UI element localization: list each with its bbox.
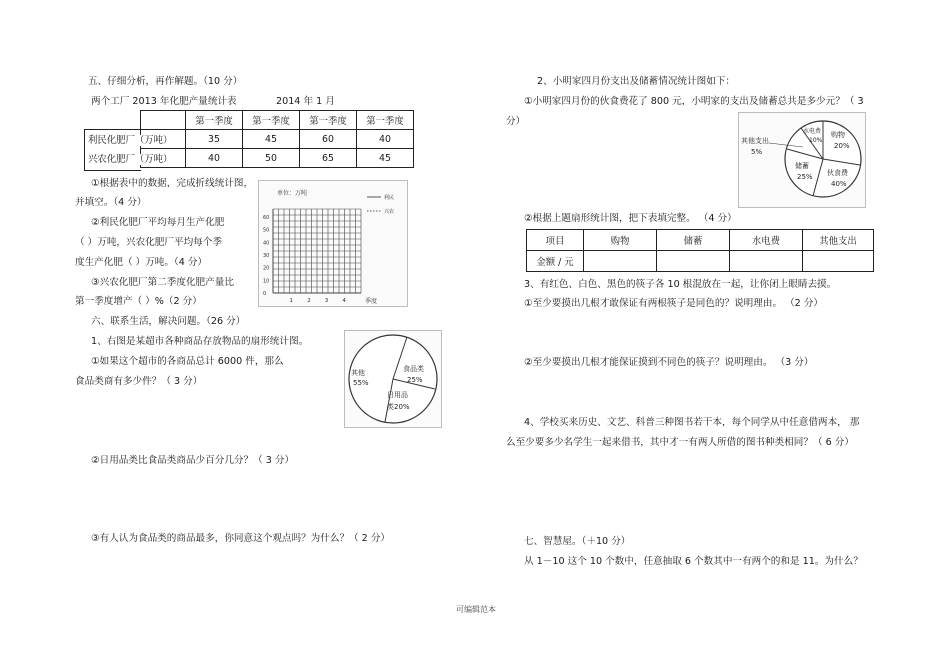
chart-grid-lines: [273, 209, 361, 293]
table-cell: 40: [186, 149, 243, 168]
table-cell: 60: [300, 130, 357, 149]
expense-table-header: [527, 230, 874, 251]
row-label-text: 兴农化肥厂（万吨）: [88, 154, 173, 165]
legend-label: 兴农: [384, 209, 395, 215]
pie-chart-spending: [738, 112, 866, 208]
chart-y-ticks: [263, 215, 269, 297]
pie-pct-food: 25%: [407, 376, 423, 384]
expense-table: [526, 229, 874, 272]
x-tick-label: 2: [307, 298, 311, 304]
production-table: [88, 110, 414, 168]
x-axis-label: 季度: [365, 298, 378, 305]
pie-label-savings: 储蓄: [795, 162, 809, 170]
table-cell: 45: [243, 130, 300, 149]
header-cell: [141, 111, 186, 130]
footer-note: 可编辑范本: [456, 605, 496, 614]
section-6-title: 六、联系生活，解决问题。（26 分）: [91, 316, 246, 327]
problem-1-q3: ③有人认为食品类的商品最多，你同意这个观点吗？为什么？（ 2 分）: [91, 533, 391, 544]
header-cell: 水电费: [730, 230, 803, 251]
table-row: [527, 251, 874, 272]
q2-2: ②根据上题扇形统计图，把下表填完整。 （4 分）: [524, 213, 737, 224]
header-cell: 第一季度: [243, 111, 300, 130]
header-cell: 其他支出: [803, 230, 874, 251]
row-label: [88, 130, 186, 149]
chart-x-ticks: [290, 298, 347, 304]
pie-label-food: 食品类: [403, 365, 424, 373]
pie-pct-other: 55%: [353, 379, 369, 387]
row-label: [88, 149, 186, 168]
table-cell: 50: [243, 149, 300, 168]
table-caption: 两个工厂 2013 年化肥产量统计表: [91, 96, 237, 107]
answer-cell[interactable]: [584, 251, 657, 272]
header-cell: 第一季度: [186, 111, 243, 130]
pie-chart-goods-svg: [345, 331, 441, 427]
table-cell: 65: [300, 149, 357, 168]
production-table-header: [141, 111, 414, 130]
problem-1: 1、右图是某超市各种商品存放物品的扇形统计图。: [91, 336, 309, 347]
pie-pct-food: 40%: [831, 180, 847, 188]
pie-label-other: 其他: [351, 369, 365, 377]
q4-line-a: 4、学校买来历史、文艺、科普三种图书若干本，每个同学从中任意借两本， 那: [524, 417, 860, 428]
answer-cell[interactable]: [803, 251, 874, 272]
row-label: 金额 / 元: [527, 251, 584, 272]
pie-pct-other-spend: 5%: [751, 148, 763, 156]
q2-1-line-b: 分）: [506, 116, 526, 127]
answer-cell[interactable]: [730, 251, 803, 272]
q2-line-c: 度生产化肥（ ）万吨。（4 分）: [75, 257, 208, 268]
pie-pct-savings: 25%: [797, 173, 813, 181]
header-cell: 第一季度: [300, 111, 357, 130]
pie-pct-daily: 类20%: [387, 403, 410, 411]
row-label-frame: [84, 129, 141, 171]
problem-1-q1-a: ①如果这个超市的各商品总计 6000 件，那么: [91, 356, 284, 367]
q4-line-b: 么至少要多少名学生一起来借书，其中才一有两人所借的图书种类相同？（ 6 分）: [506, 437, 854, 448]
x-tick-label: 4: [342, 298, 346, 304]
q1-line-b: 并填空。（4 分）: [75, 197, 147, 208]
line-chart-grid: [259, 181, 407, 306]
answer-cell[interactable]: [657, 251, 730, 272]
pie-label-utilities: 水电费: [803, 128, 822, 135]
header-cell: 第一季度: [357, 111, 414, 130]
header-cell: 储蓄: [657, 230, 730, 251]
y-tick-label: 50: [263, 227, 270, 234]
y-tick-label: 0: [263, 291, 267, 297]
q2-line-a: ②利民化肥厂平均每月生产化肥: [91, 217, 225, 228]
table-row: [141, 130, 414, 149]
q3-1: ①至少要摸出几根才敢保证有两根筷子是同色的？说明理由。 （2 分）: [524, 298, 824, 309]
table-cell: 40: [357, 130, 414, 149]
section-7-title: 七、智慧屋。（＋10 分）: [524, 536, 631, 547]
pie-chart-goods: [344, 330, 442, 428]
pie-pct-shopping: 20%: [834, 142, 850, 150]
q2-line-b: （ ）万吨，兴农化肥厂平均每个季: [75, 237, 222, 248]
problem-1-q2: ②日用品类比食品类商品少百分几分？（ 3 分）: [91, 455, 295, 466]
chart-unit: 单位：万吨: [277, 190, 308, 197]
pie-label-daily: 日用品: [387, 391, 408, 399]
table-cell: 35: [186, 130, 243, 149]
header-cell: 项目: [527, 230, 584, 251]
row-label-text: 利民化肥厂（万吨）: [88, 135, 173, 146]
q3: 3、有红色、白色、黑色的筷子各 10 根混放在一起，让你闭上眼睛去摸。: [524, 279, 837, 290]
problem-1-q1-b: 食品类商有多少件？（ 3 分）: [75, 376, 203, 387]
pie-label-food: 伙食费: [827, 169, 848, 177]
pie-chart-spending-svg: [739, 113, 865, 207]
q1-line-a: ①根据表中的数据，完成折线统计图，: [91, 178, 254, 189]
y-tick-label: 60: [263, 215, 270, 221]
q3-line-a: ③兴农化肥厂第二季度化肥产量比: [91, 277, 234, 288]
y-tick-label: 40: [263, 240, 270, 247]
header-cell: 购物: [584, 230, 657, 251]
section-7-question: 从 1－10 这个 10 个数中，任意抽取 6 个数其中一有两个的和是 11。为什么？: [524, 556, 863, 567]
pie-label-other-spend: 其他支出: [741, 137, 769, 145]
pie-pct-utilities: 10%: [809, 137, 823, 144]
q3-2: ②至少要摸出几根才能保证摸到不同色的筷子？说明理由。 （3 分）: [524, 357, 814, 368]
y-tick-label: 30: [263, 253, 270, 259]
x-tick-label: 1: [289, 298, 294, 304]
section-5-title: 五、仔细分析，再作解题。（10 分）: [88, 76, 243, 87]
y-tick-label: 20: [263, 265, 270, 272]
q3-line-b: 第一季度增产（ ）%（2 分）: [75, 296, 202, 307]
table-cell: 45: [357, 149, 414, 168]
table-row: [141, 149, 414, 168]
x-tick-label: 3: [324, 298, 329, 304]
q2-1-line-a: ①小明家四月份的伙食费花了 800 元，小明家的支出及储蓄总共是多少元？（ 3: [524, 96, 864, 107]
line-chart-figure: [258, 180, 408, 307]
y-tick-label: 10: [263, 278, 270, 285]
q2-title: 2、小明家四月份支出及储蓄情况统计图如下：: [537, 76, 735, 87]
pie-label-shopping: 购物: [831, 131, 845, 139]
table-date: 2014 年 1 月: [276, 96, 335, 107]
legend-label: 利民: [384, 195, 395, 201]
